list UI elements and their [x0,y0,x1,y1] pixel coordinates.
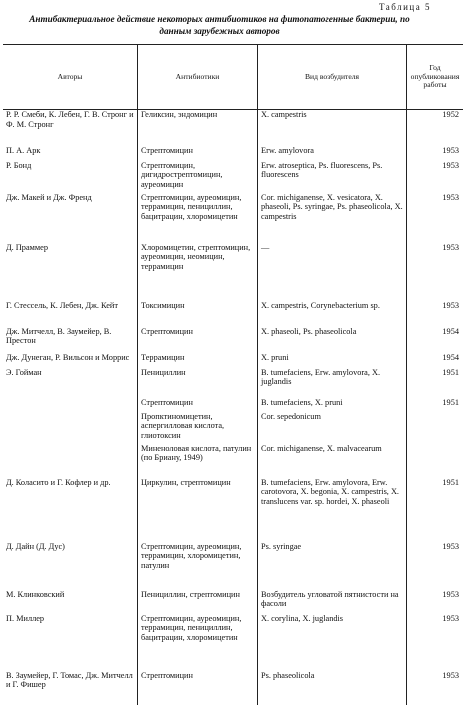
antibiotic-cell: Стрептомицин [138,398,258,412]
table-row [3,412,463,444]
antibiotic-cell: Стрептомицин [138,327,258,353]
year-cell: 1953 [407,193,463,243]
author-cell: Э. Гойман [3,368,138,398]
table-row [3,327,463,353]
antibiotic-cell: Токсимицин [138,301,258,327]
pathogen-cell: X. campestris [258,110,407,146]
author-cell: Д. Праммер [3,243,138,301]
table-row [3,161,463,193]
table-row [3,146,463,161]
author-cell: Г. Стессель, К. Лебен, Дж. Кейт [3,301,138,327]
antibiotic-cell: Миненоловая кислота, патулин (по Бриану, 1949) [138,444,258,478]
antibiotic-cell: Пенициллин [138,368,258,398]
year-cell: 1953 [407,590,463,614]
column-header-authors: Авторы [3,45,138,110]
year-cell [407,444,463,478]
table-row [3,614,463,671]
year-cell: 1953 [407,243,463,301]
antibiotic-cell: Стрептомицин, дигидрострептомицин, ауреомицин [138,161,258,193]
pathogen-cell: — [258,243,407,301]
table-row [3,301,463,327]
author-cell: Р. Бонд [3,161,138,193]
antibiotic-cell: Пенициллин, стрептомицин [138,590,258,614]
year-cell: 1953 [407,161,463,193]
table-row [3,243,463,301]
year-cell [407,412,463,444]
author-cell: Дж. Макей и Дж. Френд [3,193,138,243]
antibiotic-cell: Геликсин, эндомицин [138,110,258,146]
table-row [3,590,463,614]
author-cell: П. А. Арк [3,146,138,161]
year-cell: 1953 [407,671,463,705]
table-row [3,671,463,705]
year-cell: 1954 [407,327,463,353]
column-header-year: Год опубликования работы [407,45,463,110]
pathogen-cell: Ps. phaseolicola [258,671,407,705]
pathogen-cell: X. pruni [258,353,407,368]
table-row [3,193,463,243]
antibiotic-cell: Стрептомицин [138,671,258,705]
table-number-label: Таблица 5 [379,2,431,12]
author-cell: П. Миллер [3,614,138,671]
year-cell: 1951 [407,368,463,398]
author-cell: Дж. Митчелл, В. Заумейер, В. Престон [3,327,138,353]
year-cell: 1951 [407,398,463,412]
pathogen-cell: X. phaseoli, Ps. phaseolicola [258,327,407,353]
antibiotic-cell: Стрептомицин, ауреомицин, террамицин, пенициллин, бацитрацин, хлоромицетин [138,193,258,243]
year-cell: 1953 [407,614,463,671]
pathogen-cell: B. tumefaciens, X. pruni [258,398,407,412]
year-cell: 1951 [407,478,463,542]
table-row [3,368,463,398]
year-cell: 1952 [407,110,463,146]
author-cell: Р. Р. Смеби, К. Лебен, Г. В. Стронг и Ф. М. Стронг [3,110,138,146]
pathogen-cell: Cor. michiganense, X. vesicatora, X. phaseoli, Ps. syringae, Ps. phaseolicola, X. campestris [258,193,407,243]
pathogen-cell: X. corylina, X. juglandis [258,614,407,671]
table-row [3,110,463,146]
antibiotic-cell: Циркулин, стрептомицин [138,478,258,542]
pathogen-cell: X. campestris, Corynebacterium sp. [258,301,407,327]
table-row [3,478,463,542]
author-cell [3,444,138,478]
author-cell: Д. Дайн (Д. Дус) [3,542,138,590]
author-cell [3,412,138,444]
table-row [3,398,463,412]
antibiotic-cell: Хлоромицетин, стрептомицин, ауреомицин, неомицин, террамицин [138,243,258,301]
author-cell: Д. Коласито и Г. Кофлер и др. [3,478,138,542]
pathogen-cell: Cor. michiganense, X. malvacearum [258,444,407,478]
author-cell: Дж. Дунеган, Р. Вильсон и Моррис [3,353,138,368]
column-header-antibiotics: Антибиотики [138,45,258,110]
pathogen-cell: Cor. sepedonicum [258,412,407,444]
author-cell [3,398,138,412]
table-row [3,542,463,590]
year-cell: 1954 [407,353,463,368]
pathogen-cell: B. tumefaciens, Erw. amylovora, X. juglandis [258,368,407,398]
pathogen-cell: Erw. atroseptica, Ps. fluorescens, Ps. fluorescens [258,161,407,193]
table-row [3,353,463,368]
table-row [3,444,463,478]
year-cell: 1953 [407,146,463,161]
antibiotic-cell: Пропктиномицетин, аспергилловая кислота, глиотоксин [138,412,258,444]
pathogen-cell: Возбудитель угловатой пятнистости на фасоли [258,590,407,614]
antibiotics-table [3,44,463,705]
year-cell: 1953 [407,301,463,327]
author-cell: М. Клинковский [3,590,138,614]
antibiotic-cell: Стрептомицин, ауреомицин, террамицин, хлоромицетин, патулин [138,542,258,590]
antibiotic-cell: Террамицин [138,353,258,368]
pathogen-cell: Ps. syringae [258,542,407,590]
antibiotic-cell: Стрептомицин, ауреомицин, террамицин, пенициллин, бацитрацин, хлоромицетин [138,614,258,671]
pathogen-cell: Erw. amylovora [258,146,407,161]
column-header-pathogen: Вид возбудителя [258,45,407,110]
author-cell: В. Заумейер, Г. Томас, Дж. Митчелл и Г. Фишер [3,671,138,705]
table-title: Антибактериальное действие некоторых антибиотиков на фитопатогенные бактерии, по данным зарубежных авторов [14,13,425,37]
table-header-row [3,45,463,110]
pathogen-cell: B. tumefaciens, Erw. amylovora, Erw. carotovora, X. begonia, X. campestris, X. translucens var. sp. hordei, X. phaseoli [258,478,407,542]
antibiotic-cell: Стрептомицин [138,146,258,161]
year-cell: 1953 [407,542,463,590]
